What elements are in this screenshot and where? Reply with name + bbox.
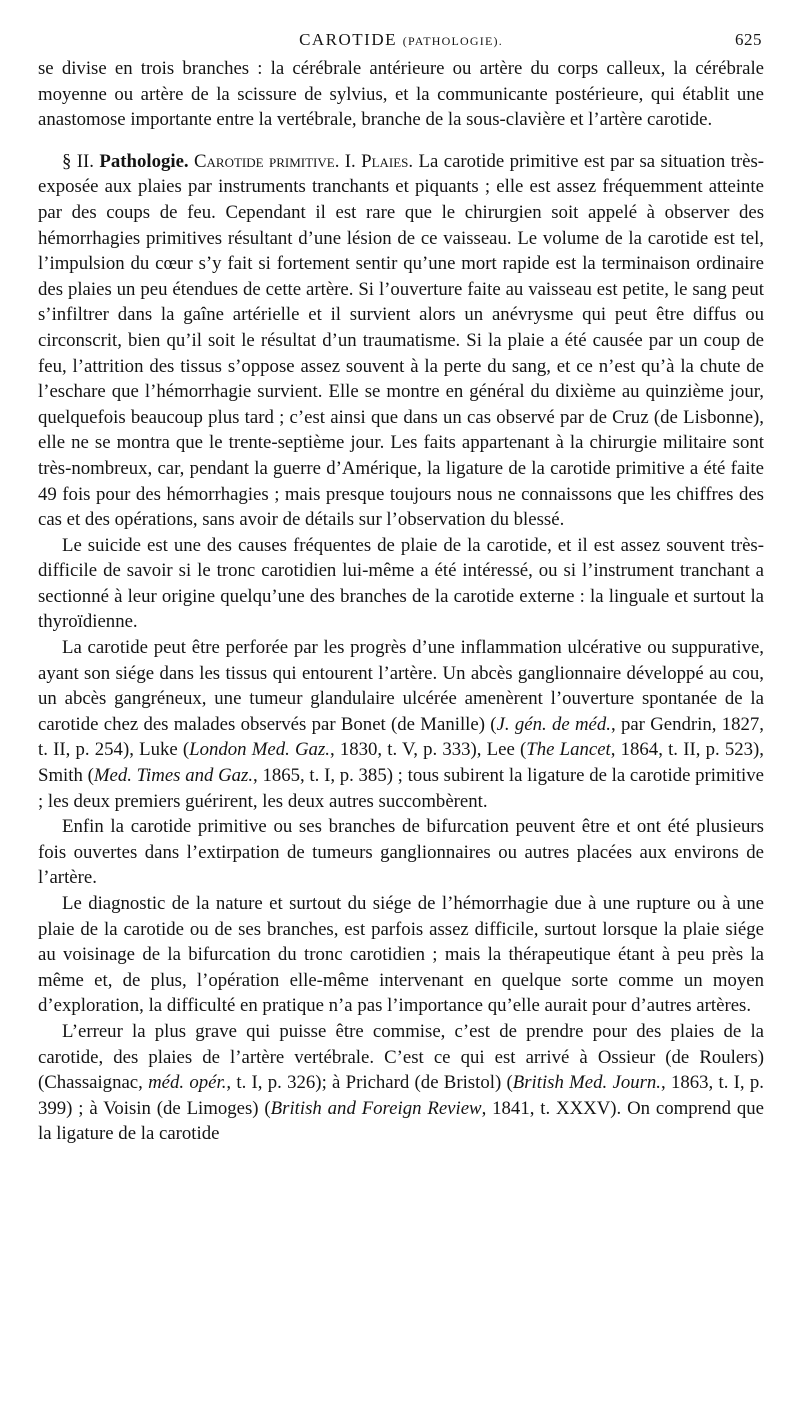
section-heading: Pathologie. (99, 150, 189, 172)
section-number: § II. (62, 150, 94, 172)
citation-the-lancet: The Lancet (526, 739, 611, 761)
running-header (38, 30, 764, 56)
citation-british-foreign-review: British and Foreign Review (270, 1097, 482, 1119)
citation-london-med-gaz: London Med. Gaz. (189, 739, 330, 761)
erreur-text-1: L’erreur la plus grave qui puisse être commise, c’est de prendre pour des plaies de la carotide, des plaies de l’artère vertébrale. C’est ce qui est arrivé à Ossieur (de Roulers) (Chassaignac, (38, 1020, 764, 1094)
citation-british-med-journ: British Med. Journ. (512, 1072, 661, 1094)
section-pathologie (38, 149, 764, 533)
paragraph-extirpation: Enfin la carotide primitive ou ses branches de bifurcation peuvent être et ont été plusieurs fois ouvertes dans l’extirpation de tumeurs ganglionnaires ou autres placées aux environs de l’artère. (38, 816, 764, 889)
erreur-text-2: , t. I, p. 326); à Prichard (de Bristol) ( (226, 1072, 513, 1094)
citation-journal-gen-med: J. gén. de méd. (496, 713, 611, 735)
perforation-text-2: , par Gendrin, 1827, t. II, p. 254), Luke ( (38, 713, 764, 761)
running-title (38, 30, 764, 50)
running-title-sub: (PATHOLOGIE). (402, 34, 503, 48)
perforation-text-5: , 1865, t. I, p. 385) ; tous subirent la ligature de la carotide primitive ; les deux premiers guérirent, les deux autres succombèrent. (38, 765, 764, 812)
section-text: La carotide primitive est par sa situation très-exposée aux plaies par instruments tranchants et piquants ; elle est assez fréquemment atteinte par des coups de feu. Cependant il est rare que le chirurgien soit appelé à observer des hémorrhagies primitives résultant d’une lésion de ce vaisseau. Le volume de la carotide est tel, l’impulsion du cœur s’y fait si fortement sentir qu’une mort rapide est la terminaison ordinaire des plaies un peu étendues de cette artère. Si l’ouverture faite au vaisseau est petite, le sang peut s’infiltrer dans la gaîne artérielle et il survient alors un anévrysme qui peut être diffus ou circonscrit, bien qu’il soit le résultat d’un traumatisme. Si la plaie a été causée par un coup de feu, l’attrition des tissus s’oppose assez souvent à la perte du sang, et ce n’est qu’à la chute de l’eschare que l’hémorrhagie survient. Elle se montre en général du dixième au quinzième jour, quelquefois beaucoup plus tard ; c’est ainsi que dans un cas observé par de Cruz (de Lisbonne), elle ne se montra que le trente-septième jour. Les faits appartenant à la chirurgie militaire sont très-nombreux, car, pendant la guerre d’Amérique, la ligature de la carotide primitive a été faite 49 fois pour des hémorrhagies ; mais presque toujours nous ne connaissons que les chiffres des cas et des opérations, sans avoir de détails sur l’observation du blessé. (38, 150, 765, 531)
page-number: 625 (735, 30, 762, 49)
citation-med-oper: méd. opér. (148, 1072, 227, 1094)
perforation-text-3: , 1830, t. V, p. 333), Lee ( (329, 739, 527, 761)
section-subheading: Carotide primitive. I. Plaies. (194, 150, 414, 172)
paragraph-perforation (38, 635, 764, 814)
perforation-text-1: La carotide peut être perforée par les progrès d’une inflammation ulcérative ou suppurative, ayant son siége dans les tissus qui entourent l’artère. Un abcès ganglionnaire développé au cou, un abcès gangréneux, une tumeur glandulaire ulcérée amenèrent l’ouverture spontanée de la carotide chez des malades observés par Bonet (de Manille) ( (38, 637, 764, 735)
erreur-text-4: , 1841, t. XXXV). On comprend que la ligature de la carotide (38, 1097, 764, 1145)
erreur-text-3: , 1863, t. I, p. 399) ; à Voisin (de Limoges) ( (38, 1072, 764, 1119)
perforation-text-4: , 1864, t. II, p. 523), Smith ( (38, 739, 764, 787)
citation-med-times: Med. Times and Gaz. (93, 765, 254, 787)
paragraph-continuation: se divise en trois branches : la cérébrale antérieure ou artère du corps calleux, la cérébrale moyenne ou artère de la scissure de sylvius, et la communicante postérieure, qui établit une anastomose importante entre la vertébrale, branche de la sous-clavière et l’artère carotide. (38, 58, 764, 131)
paragraph-erreur (38, 1019, 764, 1147)
paragraph-suicide: Le suicide est une des causes fréquentes de plaie de la carotide, et il est assez souvent très-difficile de savoir si le tronc carotidien lui-même a été intéressé, ou si l’instrument tranchant a sectionné à leur origine quelqu’une des branches de la carotide externe : la linguale et surtout la thyroïdienne. (38, 534, 764, 633)
paragraph-diagnostic: Le diagnostic de la nature et surtout du siége de l’hémorrhagie due à une rupture ou à une plaie de la carotide ou de ses branches, est parfois assez difficile, surtout lorsque la plaie siége au voisinage de la bifurcation du tronc carotidien ; mais la thérapeutique étant à peu près la même et, de plus, l’opération elle-même intervenant en quelque sorte comme un moyen d’exploration, la difficulté en pratique n’a pas l’importance qu’elle aurait pour d’autres artères. (38, 893, 764, 1017)
running-title-main: CAROTIDE (299, 30, 398, 49)
